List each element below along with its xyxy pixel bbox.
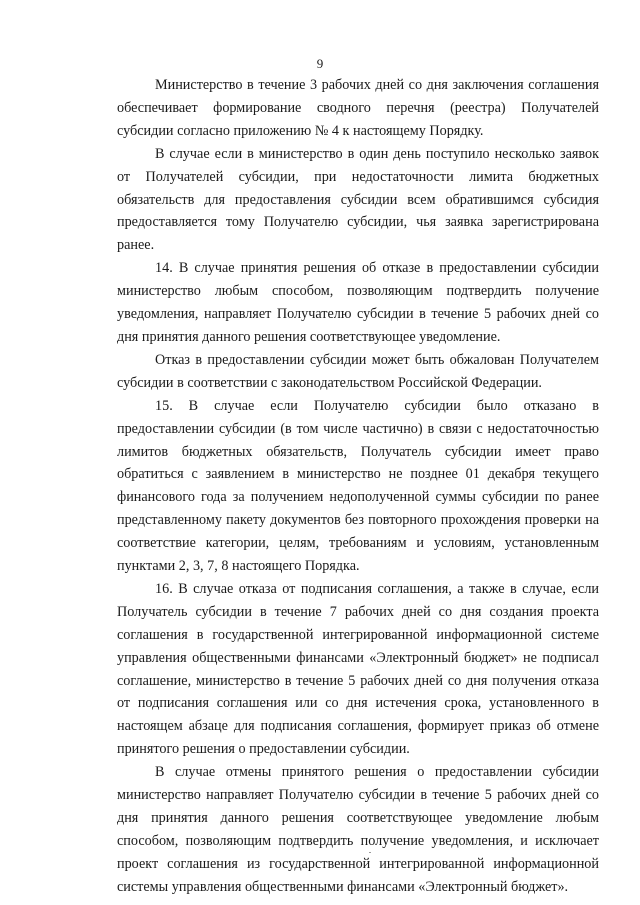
paragraph-multiple-applications: В случае если в министерство в один день поступило несколько заявок от Получателей субсидии, при недостаточности лимита бюджетных обязательств для предоставления субсидии всем обратившимся субсидия предоставляется тому Получателю субсидии, чья заявка зарегистрирована ранее. xyxy=(117,145,599,254)
paragraph-decision-cancellation: В случае отмены принятого решения о предоставлении субсидии министерство направляет Получателю субсидии в течение 5 рабочих дней со дня принятия данного решения соответствующее уведомление любым способом, позволяющим подтвердить получение уведомления, и исключает проект соглашения из государственной интегрированной информационной системы управления общественными финансами «Электронный бюджет». xyxy=(117,764,599,895)
paragraph-item-16-agreement-refusal: 16. В случае отказа от подписания соглашения, а также в случае, если Получатель субсидии в течение 7 рабочих дней со дня создания проекта соглашения в государственной интегрированной информационной системе управления общественными финансами «Электронный бюджет» не подписал соглашение, министерство в течение 5 рабочих дней со дня получения отказа от подписания соглашения или со дня истечения срока, установленного в настоящем абзаце для подписания соглашения, формирует приказ об отмене принятого решения о предоставлении субсидии. xyxy=(117,580,599,758)
page-number: 9 xyxy=(316,56,324,71)
scan-speck xyxy=(369,852,371,853)
paragraph-refusal-appeal: Отказ в предоставлении субсидии может быть обжалован Получателем субсидии в соответствии с законодательством Российской Федерации. xyxy=(117,351,599,391)
paragraph-item-15-reapplication: 15. В случае если Получателю субсидии было отказано в предоставлении субсидии (в том числе частично) в связи с недостаточностью лимитов бюджетных обязательств, Получатель субсидии имеет право обратиться с заявлением в министерство не позднее 01 декабря текущего финансового года за получением недополученной суммы субсидии по ранее представленному пакету документов без повторного прохождения проверки на соответствие категории, целям, требованиям и условиям, установленным пунктами 2, 3, 7, 8 настоящего Порядка. xyxy=(117,397,599,575)
paragraph-item-14-refusal-notice: 14. В случае принятия решения об отказе в предоставлении субсидии министерство любым способом, позволяющим подтвердить получение уведомления, направляет Получателю субсидии в течение 5 рабочих дней со дня принятия данного решения соответствующее уведомление. xyxy=(117,260,599,345)
paragraph-registry-formation: Министерство в течение 3 рабочих дней со дня заключения соглашения обеспечивает формирование сводного перечня (реестра) Получателей субсидии согласно приложению № 4 к настоящему Порядку. xyxy=(117,77,599,139)
document-body xyxy=(117,74,599,899)
